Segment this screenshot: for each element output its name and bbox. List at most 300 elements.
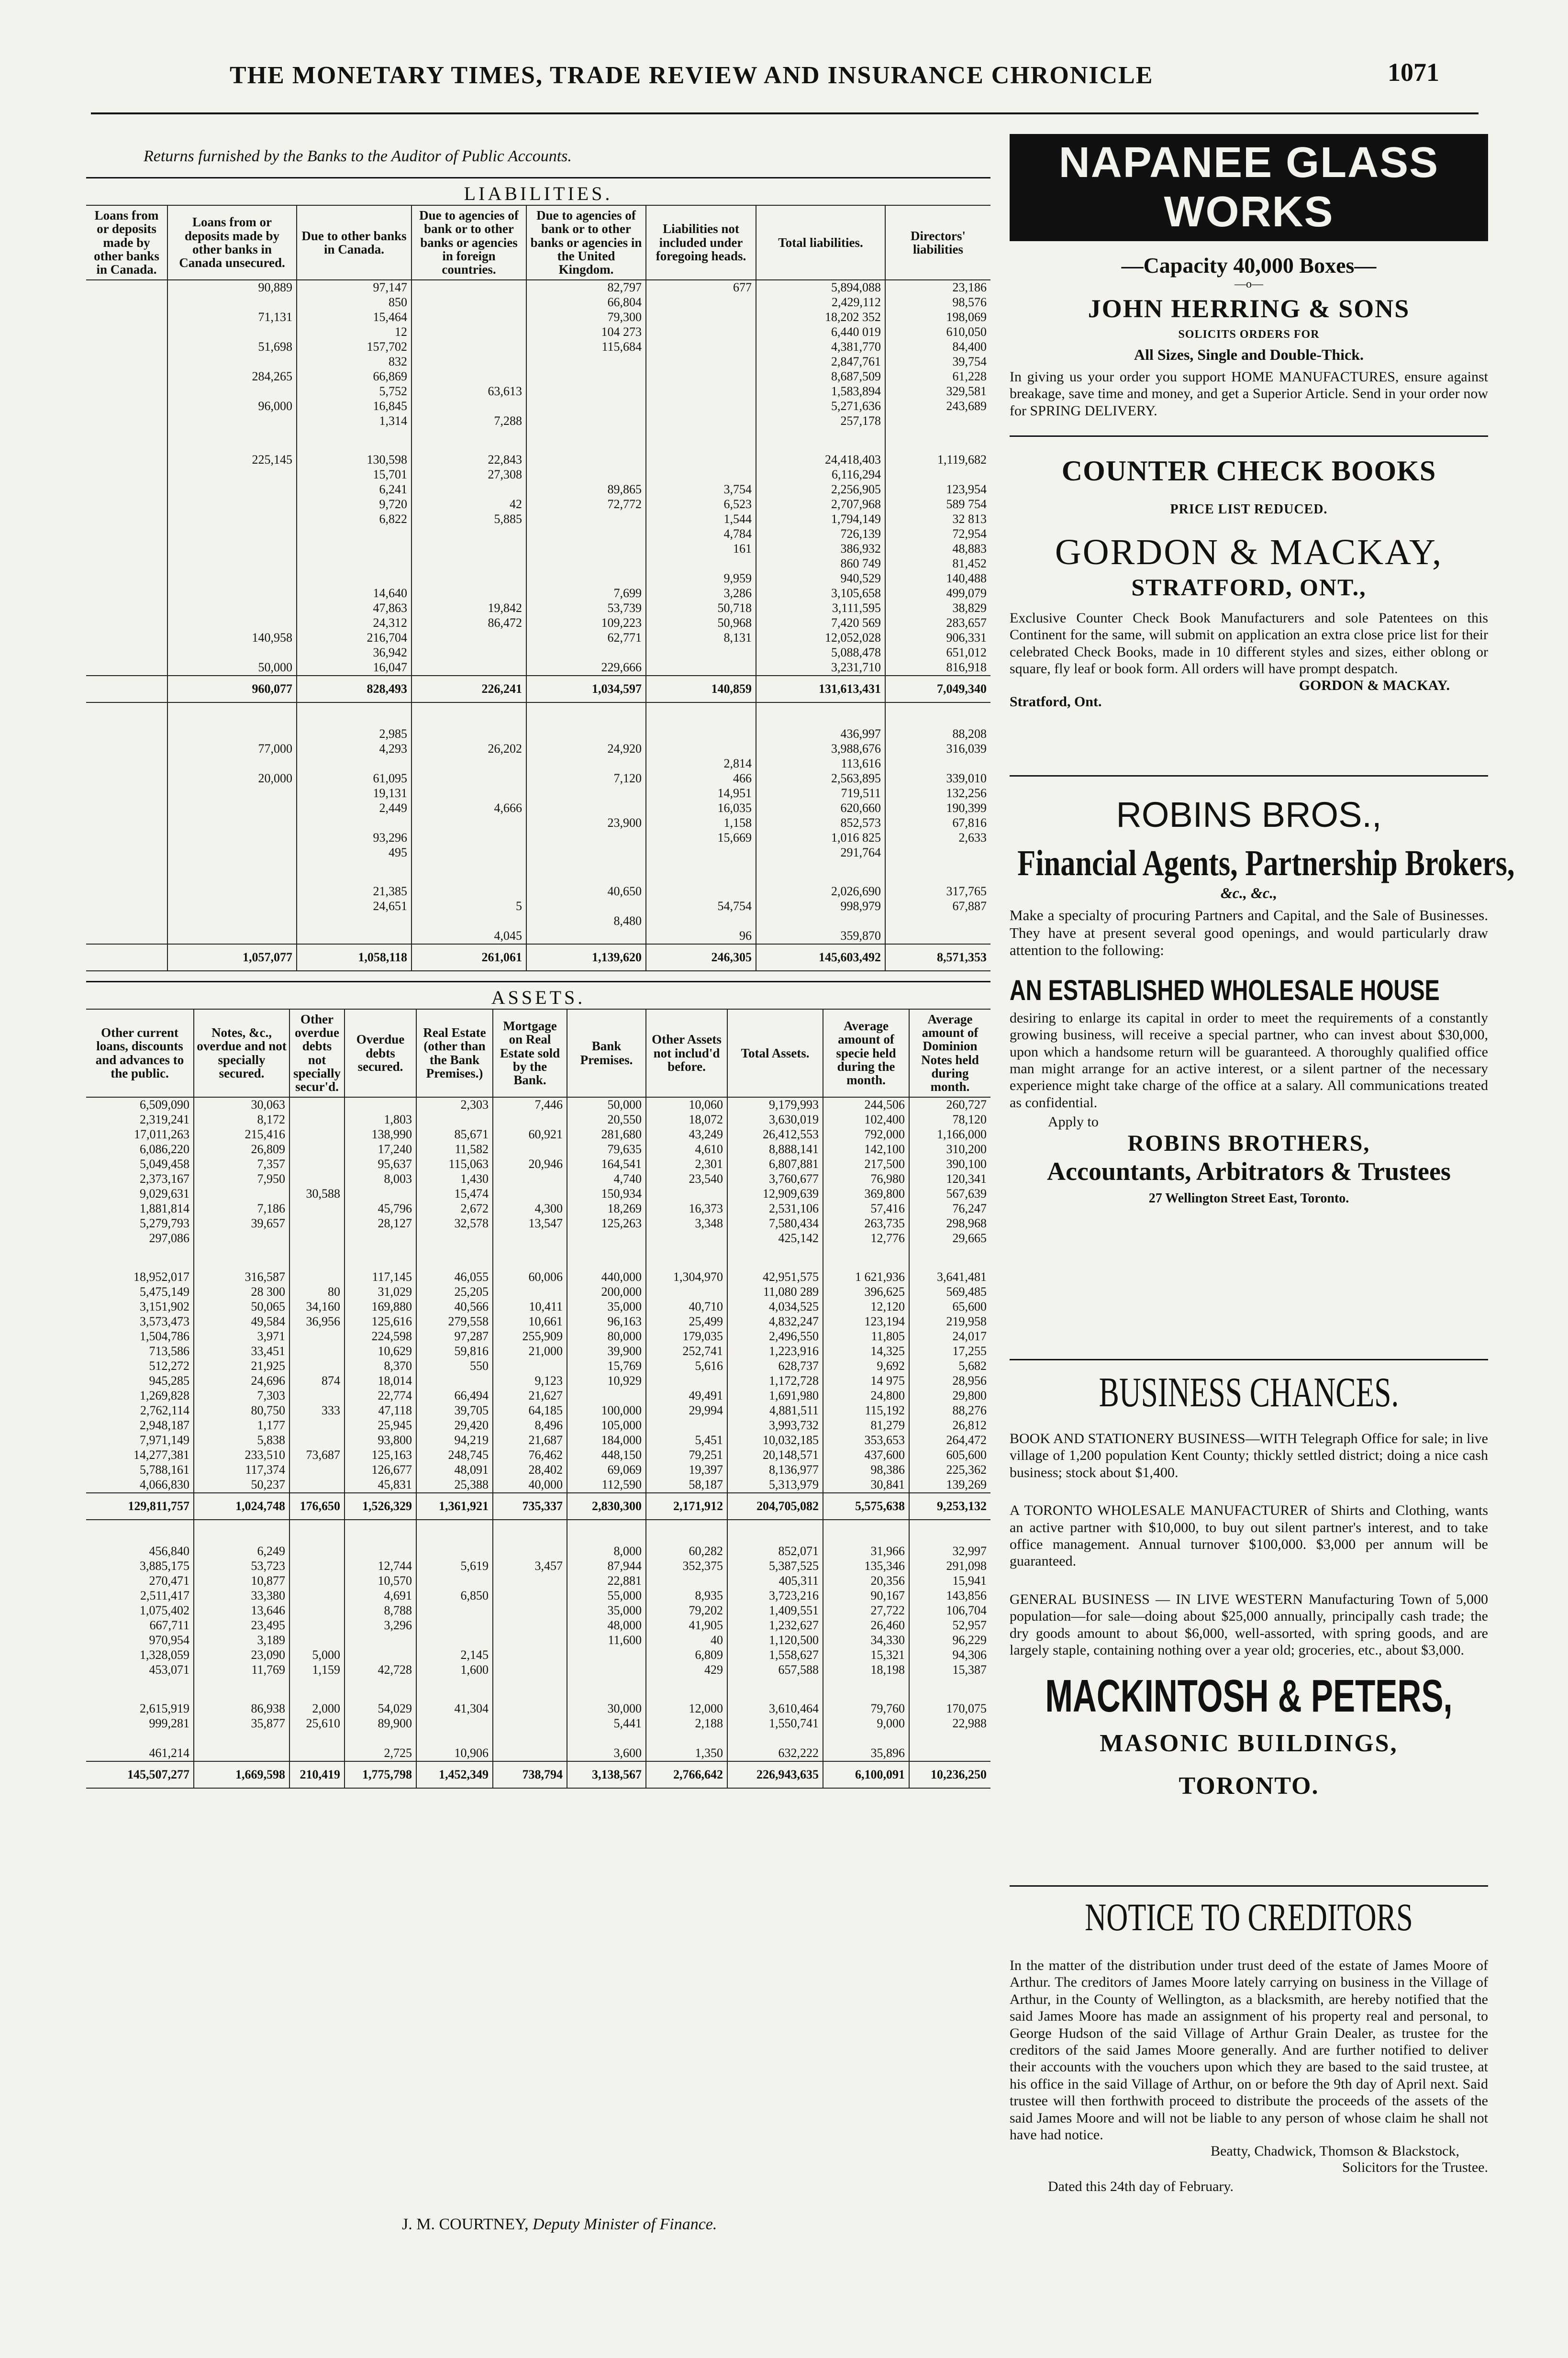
liabilities-header-row [86, 205, 990, 280]
assets-cell [289, 1344, 345, 1359]
liabilities-cell: 198,069 [946, 310, 987, 324]
assets-cell: 125,263 [567, 1216, 646, 1231]
assets-cell: 3,296 [345, 1618, 416, 1633]
assets-cell: 139,269 [946, 1478, 987, 1492]
assets-total-row [86, 1493, 990, 1520]
counter-subtitle: PRICE LIST REDUCED. [1170, 502, 1328, 517]
liabilities-cell [86, 616, 167, 631]
assets-cell: 5,049,458 [86, 1157, 194, 1172]
liabilities-header-0: Loans from or deposits made by other banks in Canada. [86, 205, 167, 280]
assets-cell: 19,397 [646, 1463, 727, 1478]
liabilities-cell: 50,718 [646, 601, 756, 616]
liabilities-cell [86, 384, 167, 399]
assets-cell: 93,800 [345, 1433, 416, 1448]
liabilities-cell: 329,581 [946, 384, 987, 399]
assets-spacer-cell [493, 1678, 567, 1702]
assets-cell: 80,000 [567, 1329, 646, 1344]
robins-firm: ROBINS BROTHERS, [1127, 1131, 1370, 1157]
liabilities-cell: 14,640 [297, 586, 411, 601]
assets-cell: 50,000 [567, 1097, 646, 1112]
liabilities-cell: 495 [297, 845, 411, 860]
assets-cell: 8,136,977 [727, 1463, 823, 1478]
assets-row [86, 1172, 990, 1187]
assets-cell: 23,540 [646, 1172, 727, 1187]
liabilities-cell: 77,000 [167, 742, 297, 756]
assets-cell: 3,600 [567, 1746, 646, 1761]
assets-cell: 79,251 [646, 1448, 727, 1463]
assets-cell: 7,950 [194, 1172, 289, 1187]
assets-spacer-cell [493, 1520, 567, 1544]
assets-cell: 59,816 [416, 1344, 493, 1359]
liabilities-cell [167, 616, 297, 631]
assets-cell: 18,198 [823, 1663, 909, 1678]
assets-spacer-cell [909, 1520, 990, 1544]
assets-cell: 1,269,828 [86, 1389, 194, 1403]
liabilities-spacer-cell [526, 702, 646, 727]
assets-cell: 33,451 [194, 1344, 289, 1359]
assets-cell [646, 1231, 727, 1246]
assets-cell: 550 [416, 1359, 493, 1374]
assets-cell: 21,687 [493, 1433, 567, 1448]
rule [1010, 775, 1488, 777]
liabilities-cell [646, 727, 756, 742]
liabilities-cell: 54,754 [646, 899, 756, 914]
assets-cell: 80 [289, 1285, 345, 1300]
assets-cell: 3,630,019 [727, 1112, 823, 1127]
assets-row [86, 1112, 990, 1127]
liabilities-cell: 317,765 [946, 884, 987, 899]
assets-spacer-cell [727, 1520, 823, 1544]
assets-spacer-row [86, 1246, 990, 1270]
assets-cell: 270,471 [86, 1574, 194, 1589]
assets-cell: 316,587 [194, 1270, 289, 1285]
liabilities-cell [526, 571, 646, 586]
assets-cell: 8,496 [493, 1418, 567, 1433]
liabilities-cell: 51,698 [167, 340, 297, 355]
assets-row [86, 1544, 990, 1559]
assets-cell: 217,500 [823, 1157, 909, 1172]
assets-cell: 12,909,639 [727, 1187, 823, 1201]
assets-cell: 142,100 [823, 1142, 909, 1157]
liabilities-cell: 96,000 [167, 399, 297, 414]
assets-cell: 1,350 [646, 1746, 727, 1761]
liabilities-row [86, 816, 990, 831]
assets-cell: 11,582 [416, 1142, 493, 1157]
liabilities-cell: 6,116,294 [756, 467, 885, 482]
assets-cell: 7,446 [493, 1097, 567, 1112]
liabilities-cell: 9,959 [646, 571, 756, 586]
assets-cell [567, 1663, 646, 1678]
assets-cell [493, 1142, 567, 1157]
assets-cell: 123,194 [823, 1314, 909, 1329]
assets-spacer-cell [727, 1246, 823, 1270]
assets-cell: 352,375 [646, 1559, 727, 1574]
liabilities-cell [646, 660, 756, 676]
liabilities-cell: 8,687,509 [756, 369, 885, 384]
assets-cell: 150,934 [567, 1187, 646, 1201]
liabilities-cell [526, 399, 646, 414]
liabilities-cell [411, 542, 526, 556]
liabilities-cell: 726,139 [756, 527, 885, 542]
liabilities-cell: 8,480 [526, 914, 646, 929]
assets-row [86, 1216, 990, 1231]
assets-cell: 1,430 [416, 1172, 493, 1187]
liabilities-cell: 72,772 [526, 497, 646, 512]
assets-cell: 169,880 [345, 1300, 416, 1314]
liabilities-spacer-cell [86, 702, 167, 727]
liabilities-cell: 6,440 019 [756, 325, 885, 340]
assets-total-cell: 10,236,250 [909, 1761, 990, 1788]
assets-cell: 215,416 [194, 1127, 289, 1142]
assets-cell [416, 1544, 493, 1559]
assets-cell: 95,637 [345, 1157, 416, 1172]
assets-cell: 11,769 [194, 1663, 289, 1678]
liabilities-row [86, 586, 990, 601]
assets-cell: 35,000 [567, 1603, 646, 1618]
liabilities-cell [297, 756, 411, 771]
business-city: TORONTO. [1179, 1772, 1319, 1800]
liabilities-cell [526, 467, 646, 482]
assets-cell [289, 1559, 345, 1574]
assets-cell: 260,727 [946, 1098, 987, 1112]
liabilities-cell: 36,942 [297, 645, 411, 660]
assets-cell: 28,956 [952, 1374, 987, 1388]
liabilities-cell: 12,052,028 [756, 631, 885, 645]
assets-row [86, 1187, 990, 1201]
liabilities-cell: 2,429,112 [756, 295, 885, 310]
assets-cell: 105,000 [567, 1418, 646, 1433]
liabilities-cell: 1,794,149 [756, 512, 885, 527]
liabilities-spacer-cell [411, 702, 526, 727]
assets-cell: 11,080 289 [727, 1285, 823, 1300]
assets-cell [289, 1433, 345, 1448]
liabilities-spacer-cell [297, 860, 411, 884]
assets-header-row [86, 1009, 990, 1097]
napanee-body: In giving us your order you support HOME MANUFACTURES, ensure against breakage, save time and money, and get a Superior Article. Send in your order now for SPRING DELIVERY. [1010, 369, 1488, 419]
assets-cell: 29,994 [646, 1403, 727, 1418]
liabilities-cell [167, 571, 297, 586]
assets-cell: 369,800 [823, 1187, 909, 1201]
assets-cell [289, 1633, 345, 1648]
assets-cell: 94,219 [416, 1433, 493, 1448]
assets-cell: 999,281 [86, 1716, 194, 1731]
assets-cell: 48,091 [416, 1463, 493, 1478]
robins-body: Make a specialty of procuring Partners and Capital, and the Sale of Businesses. They have at present several good openings, and would particularly draw attention to the following: [1010, 907, 1488, 959]
liabilities-total-cell: 226,241 [411, 676, 526, 702]
assets-cell [289, 1097, 345, 1112]
liabilities-cell: 816,918 [946, 660, 987, 675]
liabilities-row [86, 340, 990, 355]
notice-body: In the matter of the distribution under trust deed of the estate of James Moore of Arthur. The creditors of James Moore lately carrying on business in the Village of Arthur, in the County of Wellington, as a blacksmith, are hereby notified that the said James Moore has made an assignment of his property real and personal, to George Hudson of the said Village of Arthur Grain Dealer, as trustee for the creditors of the said James Moore generally. And are further notified to deliver their accounts with the vouchers upon which they are based to the said trustee, at his office in the said Village of Arthur, on or before the 9th day of April next. Said trustee will then forthwith proceed to distribute the proceeds of the assets of the said James Moore and will not be liable to any person of whose claim he shall not have had notice. [1010, 1958, 1488, 2143]
liabilities-cell: 243,689 [946, 399, 987, 413]
liabilities-cell: 3,286 [646, 586, 756, 601]
liabilities-cell [885, 414, 990, 429]
liabilities-cell: 832 [297, 355, 411, 369]
assets-row [86, 1663, 990, 1678]
liabilities-cell: 1,016 825 [756, 831, 885, 845]
assets-cell [289, 1127, 345, 1142]
assets-cell: 60,282 [646, 1544, 727, 1559]
liabilities-cell [411, 280, 526, 295]
assets-cell: 32,578 [416, 1216, 493, 1231]
assets-cell: 440,000 [567, 1270, 646, 1285]
liabilities-spacer-cell [756, 860, 885, 884]
assets-cell: 22,774 [345, 1389, 416, 1403]
liabilities-cell [167, 727, 297, 742]
assets-row [86, 1389, 990, 1403]
assets-spacer-cell [646, 1678, 727, 1702]
assets-cell: 86,938 [194, 1702, 289, 1716]
liabilities-spacer-row [86, 860, 990, 884]
assets-cell: 4,691 [345, 1589, 416, 1603]
assets-cell: 1,328,059 [86, 1648, 194, 1663]
assets-cell: 17,240 [345, 1142, 416, 1157]
liabilities-cell [411, 771, 526, 786]
assets-cell: 448,150 [567, 1448, 646, 1463]
liabilities-cell: 1,314 [297, 414, 411, 429]
assets-cell: 115,063 [416, 1157, 493, 1172]
assets-row [86, 1314, 990, 1329]
page-number: 1071 [1388, 58, 1439, 87]
assets-cell: 36,956 [289, 1314, 345, 1329]
assets-cell: 79,635 [567, 1142, 646, 1157]
liabilities-cell [86, 527, 167, 542]
assets-total-cell: 129,811,757 [86, 1493, 194, 1520]
assets-cell [289, 1216, 345, 1231]
napanee-ad [1010, 134, 1488, 419]
assets-cell: 25,610 [289, 1716, 345, 1731]
liabilities-cell: 161 [646, 542, 756, 556]
assets-spacer-cell [567, 1678, 646, 1702]
assets-cell [567, 1731, 646, 1746]
assets-cell: 713,586 [86, 1344, 194, 1359]
assets-cell [646, 1187, 727, 1201]
assets-cell: 64,185 [493, 1403, 567, 1418]
assets-cell: 405,311 [727, 1574, 823, 1589]
liabilities-cell [167, 756, 297, 771]
assets-cell: 76,980 [823, 1172, 909, 1187]
assets-cell [493, 1648, 567, 1663]
assets-cell [194, 1731, 289, 1746]
liabilities-cell [526, 369, 646, 384]
liabilities-cell [86, 786, 167, 801]
liabilities-cell: 5,885 [411, 512, 526, 527]
assets-cell [646, 1285, 727, 1300]
rule [1010, 1885, 1488, 1887]
liabilities-cell: 89,865 [526, 482, 646, 497]
assets-cell [289, 1389, 345, 1403]
assets-total-cell: 5,575,638 [823, 1493, 909, 1520]
assets-cell: 1,075,402 [86, 1603, 194, 1618]
assets-cell: 184,000 [567, 1433, 646, 1448]
assets-spacer-cell [289, 1520, 345, 1544]
assets-cell: 10,877 [194, 1574, 289, 1589]
assets-cell: 17,255 [952, 1344, 987, 1358]
assets-cell: 2,303 [416, 1097, 493, 1112]
assets-cell: 120,341 [946, 1172, 987, 1186]
liabilities-cell: 9,720 [297, 497, 411, 512]
assets-cell: 298,968 [946, 1216, 987, 1231]
assets-cell: 628,737 [727, 1359, 823, 1374]
assets-cell: 35,896 [823, 1746, 909, 1761]
business-item-1: BOOK AND STATIONERY BUSINESS—WITH Telegraph Office for sale; in live village of 1,200 population Kent County; thickly settled district; doing a nice cash business; stock about $1,400. [1010, 1431, 1488, 1480]
robins-role: Accountants, Arbitrators & Trustees [1047, 1157, 1451, 1186]
assets-cell [909, 1746, 990, 1761]
liabilities-cell: 589 754 [946, 497, 987, 512]
assets-cell: 85,671 [416, 1127, 493, 1142]
counter-check-ad [1010, 455, 1488, 710]
liabilities-cell: 719,511 [756, 786, 885, 801]
assets-cell: 970,954 [86, 1633, 194, 1648]
assets-cell: 57,416 [823, 1201, 909, 1216]
assets-cell [567, 1389, 646, 1403]
assets-cell [646, 1418, 727, 1433]
assets-cell: 22,881 [567, 1574, 646, 1589]
liabilities-cell: 2,256,905 [756, 482, 885, 497]
liabilities-cell: 1,583,894 [756, 384, 885, 399]
assets-cell: 42,728 [345, 1663, 416, 1678]
liabilities-cell: 24,651 [297, 899, 411, 914]
assets-cell [345, 1648, 416, 1663]
assets-header-2: Other overdue debts not specially secur'd. [289, 1009, 345, 1097]
assets-cell: 18,072 [646, 1112, 727, 1127]
liabilities-row [86, 845, 990, 860]
liabilities-cell: 6,822 [297, 512, 411, 527]
liabilities-spacer-cell [646, 429, 756, 453]
assets-cell: 1,803 [345, 1112, 416, 1127]
liabilities-cell: 66,804 [526, 295, 646, 310]
assets-spacer-cell [567, 1246, 646, 1270]
liabilities-spacer-cell [167, 702, 297, 727]
assets-row [86, 1463, 990, 1478]
liabilities-cell [756, 914, 885, 929]
liabilities-cell: 27,308 [411, 467, 526, 482]
liabilities-cell: 71,131 [167, 310, 297, 325]
page-header [0, 0, 1568, 124]
assets-cell: 41,304 [416, 1702, 493, 1716]
liabilities-cell: 3,105,658 [756, 586, 885, 601]
assets-cell: 429 [646, 1663, 727, 1678]
assets-cell: 2,373,167 [86, 1172, 194, 1187]
assets-spacer-cell [416, 1246, 493, 1270]
assets-cell: 21,627 [493, 1389, 567, 1403]
liabilities-cell: 109,223 [526, 616, 646, 631]
assets-total-cell: 738,794 [493, 1761, 567, 1788]
liabilities-cell [86, 542, 167, 556]
liabilities-cell [86, 929, 167, 944]
assets-cell: 102,400 [823, 1112, 909, 1127]
assets-total-cell: 1,775,798 [345, 1761, 416, 1788]
notice-title: NOTICE TO CREDITORS [1085, 1895, 1413, 1939]
assets-cell: 39,900 [567, 1344, 646, 1359]
assets-cell: 135,346 [823, 1559, 909, 1574]
liabilities-cell [167, 527, 297, 542]
assets-cell: 456,840 [86, 1544, 194, 1559]
liabilities-cell [86, 571, 167, 586]
liabilities-cell [411, 325, 526, 340]
napanee-sizes: All Sizes, Single and Double-Thick. [1134, 346, 1364, 363]
liabilities-cell: 66,869 [297, 369, 411, 384]
assets-cell: 310,200 [946, 1142, 987, 1157]
liabilities-cell: 82,797 [526, 280, 646, 295]
assets-cell: 3,151,902 [86, 1300, 194, 1314]
liabilities-cell: 53,739 [526, 601, 646, 616]
liabilities-cell: 98,576 [952, 295, 987, 310]
liabilities-cell [646, 355, 756, 369]
assets-cell: 76,462 [493, 1448, 567, 1463]
assets-spacer-cell [345, 1520, 416, 1544]
liabilities-cell: 16,845 [297, 399, 411, 414]
assets-cell: 390,100 [946, 1157, 987, 1171]
liabilities-cell: 50,968 [646, 616, 756, 631]
assets-row [86, 1403, 990, 1418]
assets-cell: 852,071 [727, 1544, 823, 1559]
liabilities-cell [885, 929, 990, 944]
liabilities-row [86, 414, 990, 429]
liabilities-cell: 499,079 [946, 586, 987, 601]
assets-row [86, 1329, 990, 1344]
liabilities-cell: 940,529 [756, 571, 885, 586]
assets-cell: 15,387 [952, 1663, 987, 1677]
assets-cell [289, 1574, 345, 1589]
assets-spacer-cell [493, 1246, 567, 1270]
assets-cell: 15,941 [952, 1574, 987, 1588]
assets-cell [289, 1142, 345, 1157]
robins-ad [1010, 794, 1515, 1206]
assets-spacer-cell [86, 1520, 194, 1544]
assets-cell [345, 1633, 416, 1648]
liabilities-header-4: Due to agencies of bank or to other banks or agencies in the United Kingdom. [526, 205, 646, 280]
assets-cell [493, 1633, 567, 1648]
assets-spacer-cell [86, 1678, 194, 1702]
assets-cell: 7,303 [194, 1389, 289, 1403]
liabilities-cell [411, 631, 526, 645]
assets-cell: 35,877 [194, 1716, 289, 1731]
assets-spacer-cell [909, 1678, 990, 1702]
liabilities-cell: 1,119,682 [937, 453, 987, 467]
liabilities-cell [646, 845, 756, 860]
assets-cell: 244,506 [823, 1097, 909, 1112]
assets-cell: 23,090 [194, 1648, 289, 1663]
liabilities-row [86, 616, 990, 631]
assets-cell [493, 1746, 567, 1761]
assets-row [86, 1374, 990, 1389]
liabilities-cell [526, 756, 646, 771]
liabilities-cell [411, 295, 526, 310]
assets-cell [493, 1172, 567, 1187]
assets-total-cell: 176,650 [289, 1493, 345, 1520]
liabilities-cell: 2,563,895 [756, 771, 885, 786]
assets-cell: 66,494 [416, 1389, 493, 1403]
liabilities-total-cell: 7,049,340 [885, 676, 990, 702]
assets-cell [289, 1359, 345, 1374]
counter-title: COUNTER CHECK BOOKS [1061, 455, 1436, 487]
assets-cell: 2,301 [646, 1157, 727, 1172]
assets-cell [289, 1618, 345, 1633]
assets-cell: 27,722 [823, 1603, 909, 1618]
assets-cell: 279,558 [416, 1314, 493, 1329]
robins-heading: AN ESTABLISHED WHOLESALE HOUSE [1010, 974, 1440, 1006]
assets-cell: 14,325 [823, 1344, 909, 1359]
assets-cell: 5,451 [646, 1433, 727, 1448]
liabilities-total-cell: 261,061 [411, 944, 526, 971]
assets-cell: 3,993,732 [727, 1418, 823, 1433]
assets-cell: 10,929 [567, 1374, 646, 1389]
assets-cell: 1,504,786 [86, 1329, 194, 1344]
liabilities-cell: 97,147 [297, 280, 411, 295]
assets-cell: 30,588 [289, 1187, 345, 1201]
assets-cell [194, 1187, 289, 1201]
